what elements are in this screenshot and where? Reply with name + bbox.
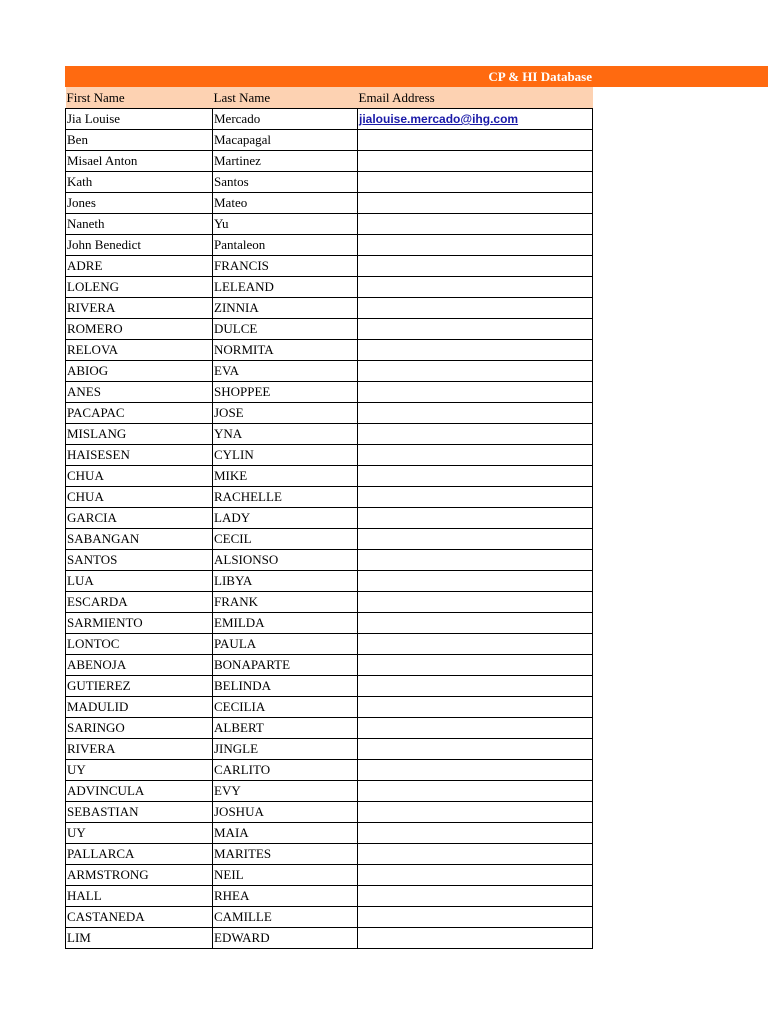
first-name-cell[interactable]: ABENOJA	[66, 655, 213, 676]
first-name-cell[interactable]: Jones	[66, 193, 213, 214]
last-name-cell[interactable]: EDWARD	[213, 928, 358, 949]
last-name-cell[interactable]: EVA	[213, 361, 358, 382]
table-row	[66, 319, 593, 340]
email-cell[interactable]	[358, 151, 593, 172]
email-cell[interactable]	[358, 613, 593, 634]
last-name-cell[interactable]: NORMITA	[213, 340, 358, 361]
email-cell[interactable]	[358, 550, 593, 571]
first-name-cell[interactable]: CHUA	[66, 466, 213, 487]
last-name-cell[interactable]: MIKE	[213, 466, 358, 487]
email-cell[interactable]	[358, 256, 593, 277]
last-name-cell[interactable]: BELINDA	[213, 676, 358, 697]
column-header-last-name: Last Name	[213, 87, 358, 109]
email-cell[interactable]	[358, 718, 593, 739]
table-row	[66, 466, 593, 487]
email-cell[interactable]	[358, 907, 593, 928]
last-name-cell[interactable]: LIBYA	[213, 571, 358, 592]
table-row	[66, 256, 593, 277]
last-name-cell[interactable]: Mercado	[213, 109, 358, 130]
last-name-cell[interactable]: Macapagal	[213, 130, 358, 151]
table-row	[66, 277, 593, 298]
table-row	[66, 865, 593, 886]
table-row	[66, 676, 593, 697]
table-row	[66, 886, 593, 907]
first-name-cell[interactable]: CHUA	[66, 487, 213, 508]
last-name-cell[interactable]: EVY	[213, 781, 358, 802]
first-name-cell[interactable]: LIM	[66, 928, 213, 949]
table-row	[66, 592, 593, 613]
table-row	[66, 508, 593, 529]
email-cell[interactable]	[358, 193, 593, 214]
email-cell[interactable]	[358, 781, 593, 802]
last-name-cell[interactable]: NEIL	[213, 865, 358, 886]
last-name-cell[interactable]: EMILDA	[213, 613, 358, 634]
sheet-title-bar	[65, 66, 768, 87]
last-name-cell[interactable]: JINGLE	[213, 739, 358, 760]
last-name-cell[interactable]: CARLITO	[213, 760, 358, 781]
email-cell[interactable]	[358, 403, 593, 424]
email-cell[interactable]	[358, 655, 593, 676]
email-link[interactable]: jialouise.mercado@ihg.com	[359, 112, 519, 126]
table-row	[66, 424, 593, 445]
first-name-cell[interactable]: John Benedict	[66, 235, 213, 256]
email-cell[interactable]	[358, 445, 593, 466]
last-name-cell[interactable]: Yu	[213, 214, 358, 235]
email-cell[interactable]	[358, 109, 593, 130]
first-name-cell[interactable]: GARCIA	[66, 508, 213, 529]
email-cell[interactable]	[358, 676, 593, 697]
first-name-cell[interactable]: Ben	[66, 130, 213, 151]
last-name-cell[interactable]: FRANK	[213, 592, 358, 613]
email-cell[interactable]	[358, 886, 593, 907]
last-name-cell[interactable]: Martinez	[213, 151, 358, 172]
email-cell[interactable]	[358, 802, 593, 823]
table-row	[66, 844, 593, 865]
first-name-cell[interactable]: HAISESEN	[66, 445, 213, 466]
first-name-cell[interactable]: ESCARDA	[66, 592, 213, 613]
first-name-cell[interactable]: RELOVA	[66, 340, 213, 361]
email-cell[interactable]	[358, 277, 593, 298]
table-row	[66, 235, 593, 256]
table-row	[66, 550, 593, 571]
email-cell[interactable]	[358, 235, 593, 256]
first-name-cell[interactable]: HALL	[66, 886, 213, 907]
table-row	[66, 361, 593, 382]
last-name-cell[interactable]: ZINNIA	[213, 298, 358, 319]
header-row	[66, 87, 593, 109]
first-name-cell[interactable]: ARMSTRONG	[66, 865, 213, 886]
table-row	[66, 781, 593, 802]
first-name-cell[interactable]: ROMERO	[66, 319, 213, 340]
last-name-cell[interactable]: MAIA	[213, 823, 358, 844]
table-row	[66, 298, 593, 319]
last-name-cell[interactable]: CECILIA	[213, 697, 358, 718]
table-row	[66, 697, 593, 718]
contacts-table	[65, 87, 593, 949]
table-row	[66, 172, 593, 193]
first-name-cell[interactable]: Misael Anton	[66, 151, 213, 172]
last-name-cell[interactable]: PAULA	[213, 634, 358, 655]
last-name-cell[interactable]: CAMILLE	[213, 907, 358, 928]
table-row	[66, 760, 593, 781]
email-cell[interactable]	[358, 865, 593, 886]
first-name-cell[interactable]: CASTANEDA	[66, 907, 213, 928]
email-cell[interactable]	[358, 487, 593, 508]
email-cell[interactable]	[358, 529, 593, 550]
last-name-cell[interactable]: CECIL	[213, 529, 358, 550]
email-cell[interactable]	[358, 361, 593, 382]
table-row	[66, 445, 593, 466]
last-name-cell[interactable]: BONAPARTE	[213, 655, 358, 676]
first-name-cell[interactable]: Jia Louise	[66, 109, 213, 130]
table-row	[66, 718, 593, 739]
last-name-cell[interactable]: DULCE	[213, 319, 358, 340]
table-row	[66, 655, 593, 676]
last-name-cell[interactable]: ALSIONSO	[213, 550, 358, 571]
table-row	[66, 928, 593, 949]
email-cell[interactable]	[358, 214, 593, 235]
table-row	[66, 382, 593, 403]
table-row	[66, 109, 593, 130]
table-row	[66, 529, 593, 550]
email-cell[interactable]	[358, 697, 593, 718]
table-row	[66, 340, 593, 361]
last-name-cell[interactable]: JOSHUA	[213, 802, 358, 823]
email-cell[interactable]	[358, 928, 593, 949]
table-row	[66, 823, 593, 844]
last-name-cell[interactable]: MARITES	[213, 844, 358, 865]
first-name-cell[interactable]: LOLENG	[66, 277, 213, 298]
email-cell[interactable]	[358, 382, 593, 403]
last-name-cell[interactable]: JOSE	[213, 403, 358, 424]
first-name-cell[interactable]: SARMIENTO	[66, 613, 213, 634]
first-name-cell[interactable]: PACAPAC	[66, 403, 213, 424]
email-cell[interactable]	[358, 466, 593, 487]
email-cell[interactable]	[358, 340, 593, 361]
email-cell[interactable]	[358, 571, 593, 592]
email-cell[interactable]	[358, 739, 593, 760]
column-header-email: Email Address	[358, 87, 593, 109]
first-name-cell[interactable]: UY	[66, 760, 213, 781]
last-name-cell[interactable]: CYLIN	[213, 445, 358, 466]
first-name-cell[interactable]: SANTOS	[66, 550, 213, 571]
table-row	[66, 907, 593, 928]
last-name-cell[interactable]: FRANCIS	[213, 256, 358, 277]
table-row	[66, 487, 593, 508]
last-name-cell[interactable]: Santos	[213, 172, 358, 193]
email-cell[interactable]	[358, 592, 593, 613]
first-name-cell[interactable]: LONTOC	[66, 634, 213, 655]
first-name-cell[interactable]: Kath	[66, 172, 213, 193]
first-name-cell[interactable]: SARINGO	[66, 718, 213, 739]
first-name-cell[interactable]: LUA	[66, 571, 213, 592]
email-cell[interactable]	[358, 760, 593, 781]
sheet-title: CP & HI Database	[488, 69, 592, 84]
last-name-cell[interactable]: LELEAND	[213, 277, 358, 298]
email-cell[interactable]	[358, 844, 593, 865]
column-header-first-name: First Name	[66, 87, 213, 109]
email-cell[interactable]	[358, 172, 593, 193]
first-name-cell[interactable]: PALLARCA	[66, 844, 213, 865]
first-name-cell[interactable]: RIVERA	[66, 739, 213, 760]
table-row	[66, 802, 593, 823]
last-name-cell[interactable]: YNA	[213, 424, 358, 445]
last-name-cell[interactable]: ALBERT	[213, 718, 358, 739]
table-row	[66, 130, 593, 151]
first-name-cell[interactable]: SEBASTIAN	[66, 802, 213, 823]
email-cell[interactable]	[358, 319, 593, 340]
first-name-cell[interactable]: SABANGAN	[66, 529, 213, 550]
last-name-cell[interactable]: RHEA	[213, 886, 358, 907]
table-row	[66, 403, 593, 424]
table-row	[66, 634, 593, 655]
first-name-cell[interactable]: ADVINCULA	[66, 781, 213, 802]
table-row	[66, 613, 593, 634]
table-row	[66, 571, 593, 592]
first-name-cell[interactable]: MISLANG	[66, 424, 213, 445]
email-cell[interactable]	[358, 634, 593, 655]
email-cell[interactable]	[358, 424, 593, 445]
first-name-cell[interactable]: GUTIEREZ	[66, 676, 213, 697]
table-row	[66, 193, 593, 214]
first-name-cell[interactable]: ANES	[66, 382, 213, 403]
email-cell[interactable]	[358, 298, 593, 319]
table-body	[66, 109, 593, 949]
last-name-cell[interactable]: Mateo	[213, 193, 358, 214]
first-name-cell[interactable]: RIVERA	[66, 298, 213, 319]
email-cell[interactable]	[358, 130, 593, 151]
last-name-cell[interactable]: RACHELLE	[213, 487, 358, 508]
table-row	[66, 214, 593, 235]
first-name-cell[interactable]: ADRE	[66, 256, 213, 277]
table-row	[66, 151, 593, 172]
last-name-cell[interactable]: LADY	[213, 508, 358, 529]
first-name-cell[interactable]: UY	[66, 823, 213, 844]
first-name-cell[interactable]: MADULID	[66, 697, 213, 718]
email-cell[interactable]	[358, 508, 593, 529]
email-cell[interactable]	[358, 823, 593, 844]
first-name-cell[interactable]: ABIOG	[66, 361, 213, 382]
last-name-cell[interactable]: SHOPPEE	[213, 382, 358, 403]
last-name-cell[interactable]: Pantaleon	[213, 235, 358, 256]
first-name-cell[interactable]: Naneth	[66, 214, 213, 235]
table-row	[66, 739, 593, 760]
